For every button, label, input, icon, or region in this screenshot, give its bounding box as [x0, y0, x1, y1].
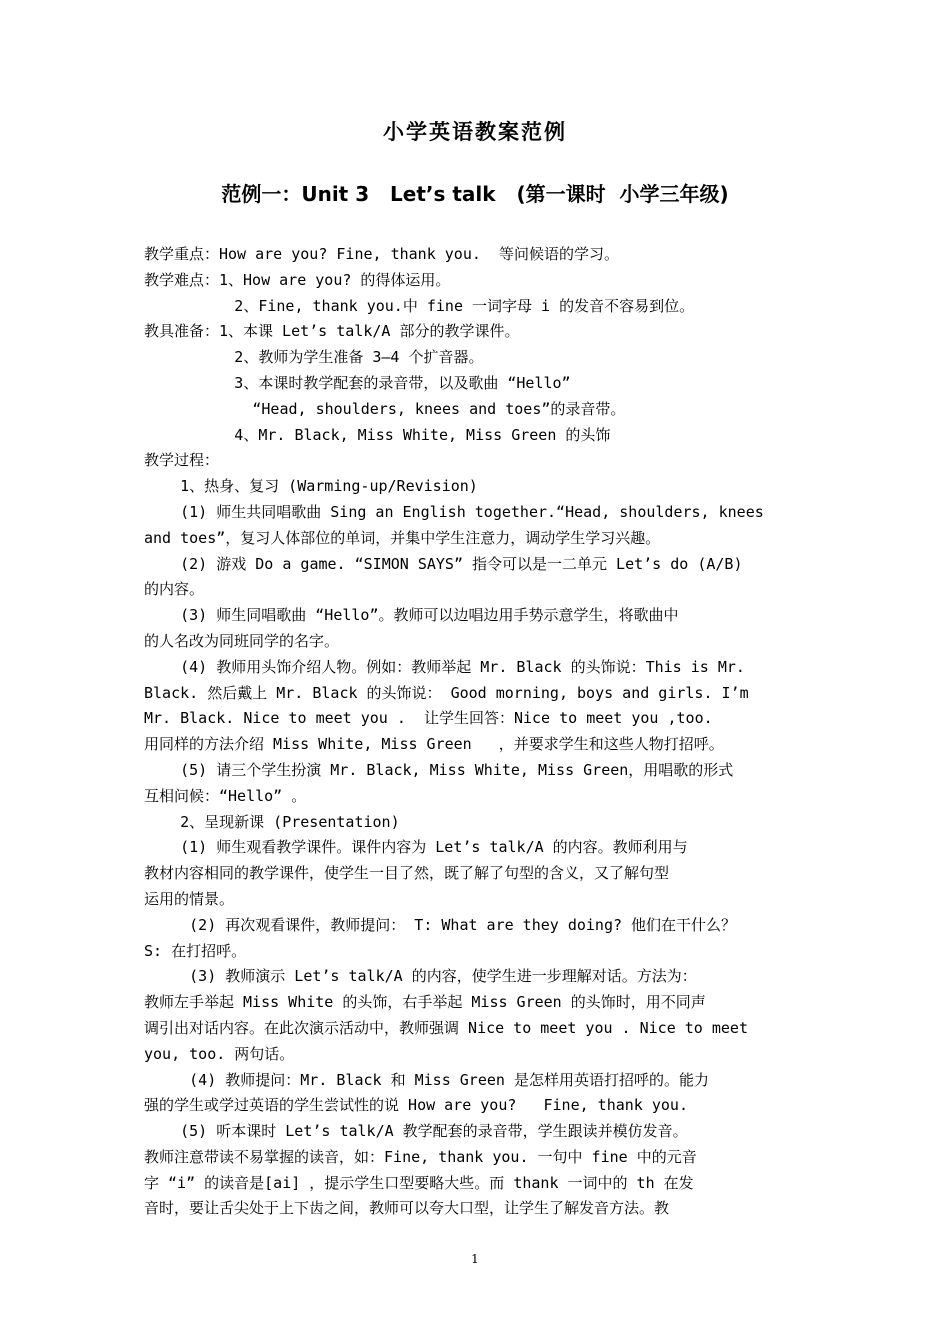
text-line: 用同样的方法介绍 Miss White, Miss Green ，并要求学生和这些人物打招呼。	[144, 735, 724, 754]
text-line: 教材内容相同的教学课件，使学生一目了然，既了解了句型的含义，又了解句型	[144, 864, 670, 883]
text-line: (2) 再次观看课件，教师提问： T: What are they doing? 他们在干什么？	[144, 915, 737, 934]
text-line: 教师左手举起 Miss White 的头饰，右手举起 Miss Green 的头饰时，用不同声	[144, 993, 706, 1012]
text-line: 教师注意带读不易掌握的读音，如：Fine, thank you. 一句中 fine 中的元音	[144, 1147, 697, 1166]
text-line: 教学重点：How are you? Fine, thank you. 等问候语的学习。	[144, 245, 619, 263]
text-line: 4、Mr. Black, Miss White, Miss Green 的头饰	[144, 425, 611, 444]
text-line: (3) 教师演示 Let’s talk/A 的内容，使学生进一步理解对话。方法为：	[144, 967, 697, 986]
text-line: 2、教师为学生准备 3—4 个扩音器。	[144, 348, 484, 367]
text-line: 音时，要让舌尖处于上下齿之间，教师可以夸大口型，让学生了解发音方法。教	[144, 1199, 670, 1218]
text-line: (5) 听本课时 Let’s talk/A 教学配套的录音带，学生跟读并模仿发音。	[144, 1122, 688, 1141]
text-line: (4) 教师提问：Mr. Black 和 Miss Green 是怎样用英语打招呼的。能力	[144, 1070, 709, 1089]
text-line: 2、Fine, thank you.中 fine 一词字母 i 的发音不容易到位。	[144, 296, 695, 315]
text-line: S: 在打招呼。	[144, 941, 247, 960]
text-line: you, too. 两句话。	[144, 1044, 295, 1063]
text-line: 教学过程：	[144, 451, 220, 470]
text-line: 教具准备：1、本课 Let’s talk/A 部分的教学课件。	[144, 322, 520, 341]
text-line: 调引出对话内容。在此次演示活动中，教师强调 Nice to meet you . Nice to meet	[144, 1018, 748, 1037]
text-line: 教学难点：1、How are you? 的得体运用。	[144, 270, 451, 289]
text-line: and toes”，复习人体部位的单词，并集中学生注意力，调动学生学习兴趣。	[144, 528, 661, 547]
text-line: (5) 请三个学生扮演 Mr. Black, Miss White, Miss Green，用唱歌的形式	[144, 760, 734, 779]
text-line: 的人名改为同班同学的名字。	[144, 631, 340, 650]
text-line: Black. 然后戴上 Mr. Black 的头饰说： Good morning, boys and girls. I’m	[144, 683, 749, 702]
text-line: (1) 师生共同唱歌曲 Sing an English together.“Head, shoulders, knees	[144, 502, 764, 521]
text-line: (3) 师生同唱歌曲 “Hello”。教师可以边唱边用手势示意学生，将歌曲中	[144, 606, 679, 625]
text-line: 的内容。	[144, 580, 205, 599]
document-subtitle: 范例一：Unit 3 Let’s talk (第一课时 小学三年级)	[221, 182, 729, 206]
text-line: Mr. Black. Nice to meet you . 让学生回答：Nice to meet you ,too.	[144, 709, 713, 728]
text-line: 1、热身、复习 (Warming-up/Revision)	[144, 477, 478, 496]
text-line: 互相问候：“Hello” 。	[144, 786, 307, 805]
text-line: (1) 师生观看教学课件。课件内容为 Let’s talk/A 的内容。教师利用与	[144, 838, 688, 857]
lesson-plan-body	[144, 242, 808, 1222]
page-number: 1	[471, 1252, 479, 1266]
text-line: “Head, shoulders, knees and toes”的录音带。	[144, 399, 626, 418]
document-title: 小学英语教案范例	[383, 119, 567, 144]
text-line: 3、本课时教学配套的录音带，以及歌曲 “Hello”	[144, 373, 571, 392]
text-line: (4) 教师用头饰介绍人物。例如：教师举起 Mr. Black 的头饰说：This is Mr.	[144, 657, 745, 676]
text-line: (2) 游戏 Do a game. “SIMON SAYS” 指令可以是一二单元 Let’s do (A/B)	[144, 554, 743, 573]
text-line: 运用的情景。	[144, 889, 235, 908]
text-line: 字 “i” 的读音是[ai] ，提示学生口型要略大些。而 thank 一词中的 th 在发	[144, 1173, 694, 1192]
text-line: 强的学生或学过英语的学生尝试性的说 How are you? Fine, thank you.	[144, 1096, 688, 1115]
text-line: 2、呈现新课 (Presentation)	[144, 812, 400, 831]
